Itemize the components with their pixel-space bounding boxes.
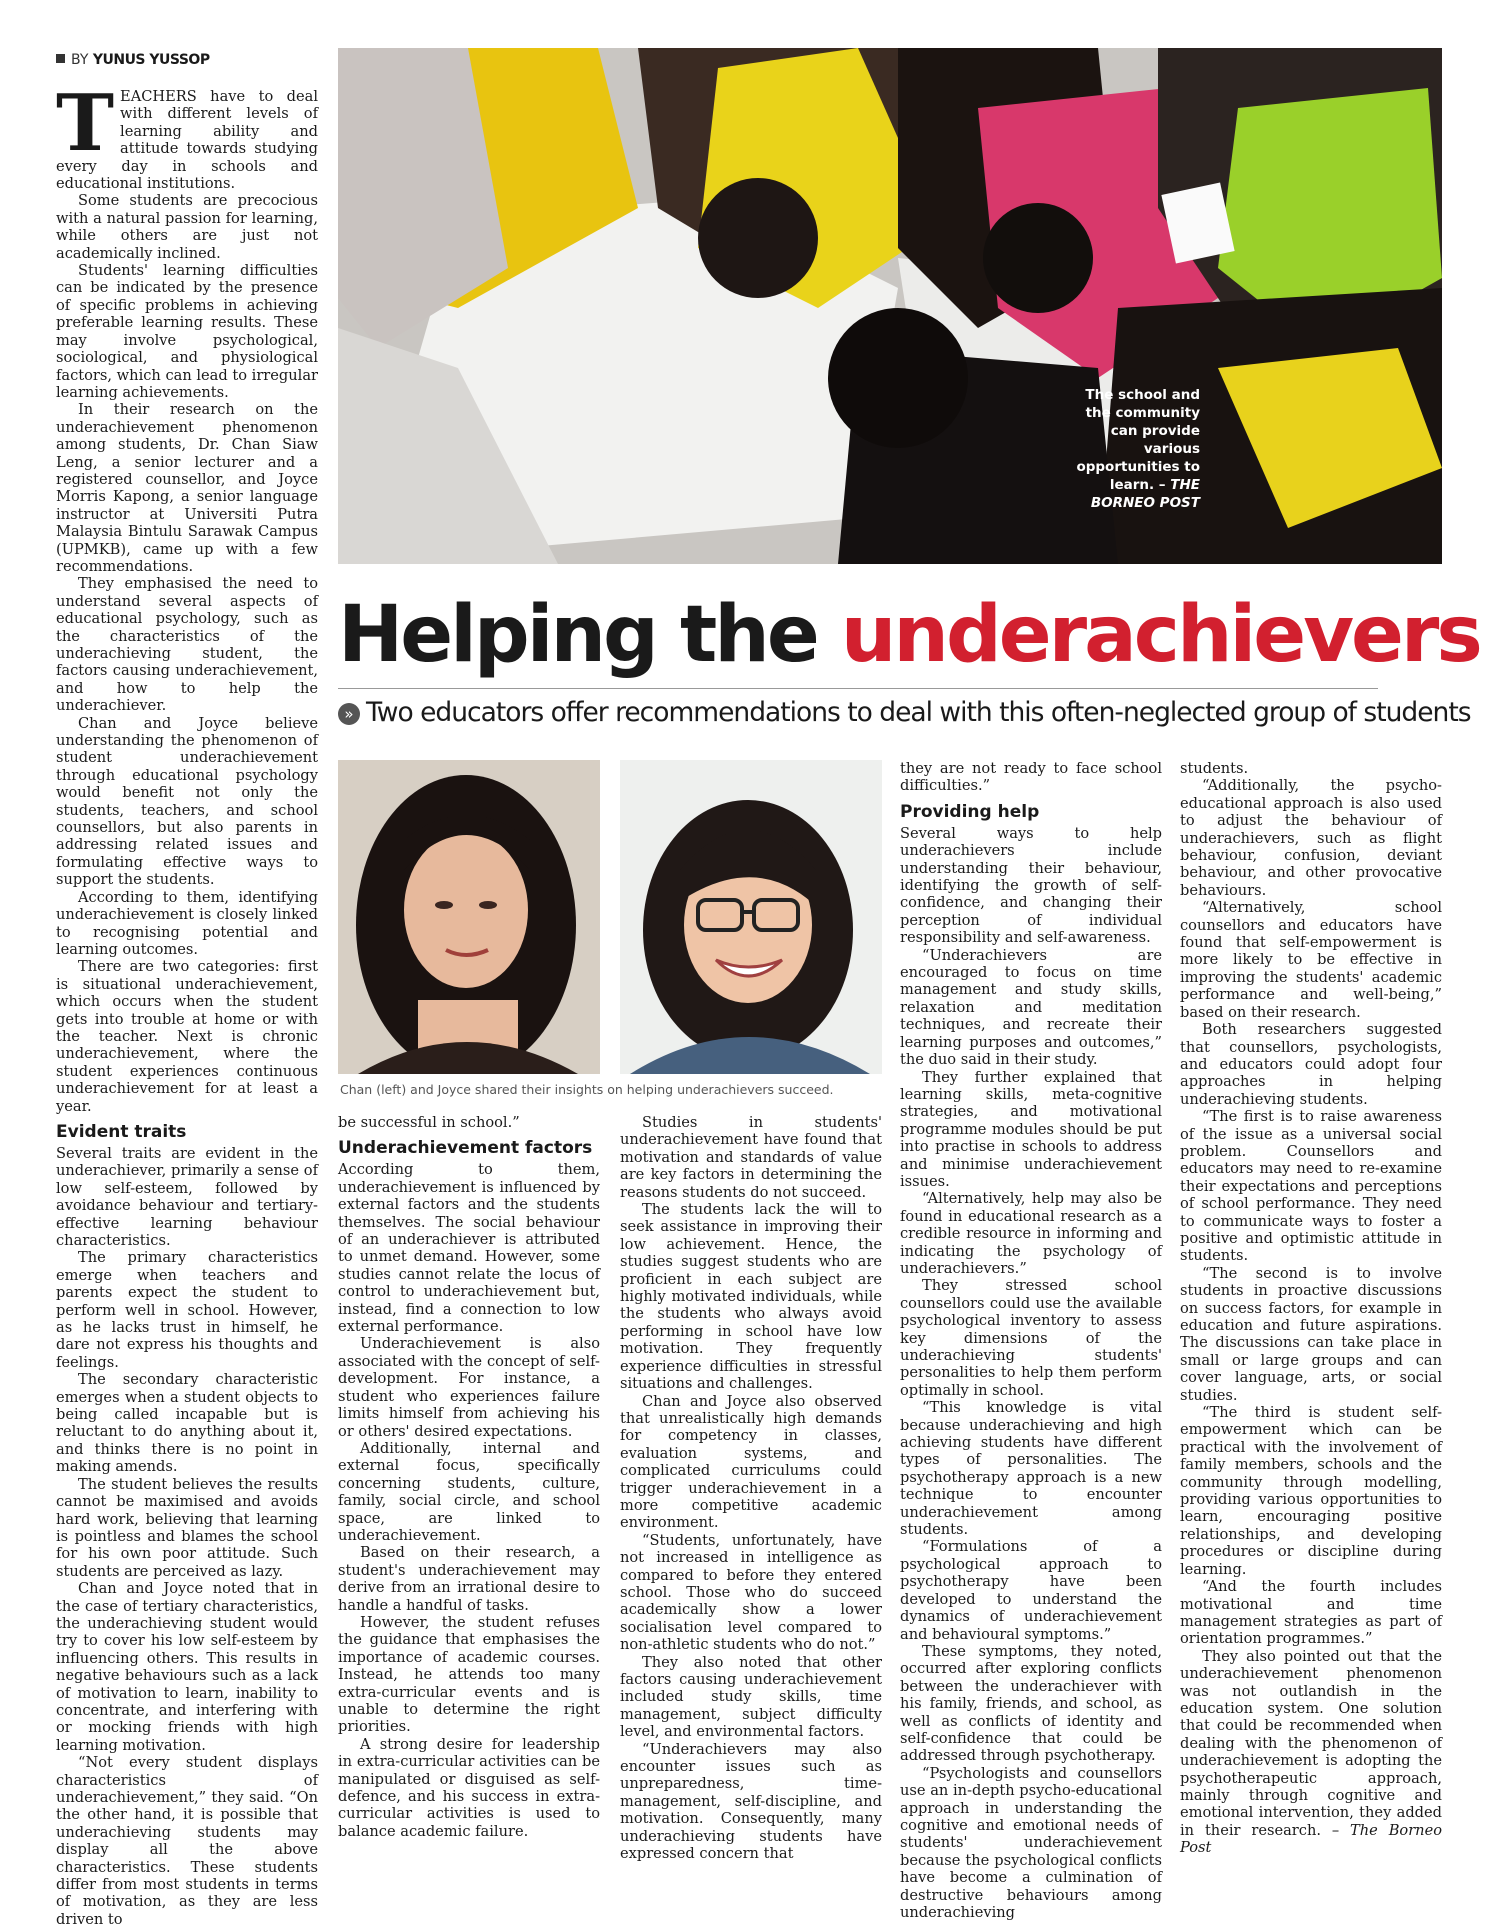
portrait-joyce-image	[620, 760, 882, 1074]
paragraph: They also noted that other factors causing underachievement included study skills, time management, subject difficulty level, and environmental factors.	[620, 1653, 882, 1741]
deck	[338, 688, 1471, 728]
paragraph: students.	[1180, 760, 1249, 777]
paragraph: There are two categories: first is situational underachievement, which occurs when the student gets into trouble at home or with the teacher. Next is chronic underachievement, where the student experiences continuous underachievement for at least a year.	[56, 958, 318, 1115]
portrait-chan-image	[338, 760, 600, 1074]
paragraph: The secondary characteristic emerges when a student objects to being called incapable but is reluctant to do anything about it, and thinks there is no point in making amends.	[56, 1371, 318, 1476]
double-chevron-icon: »	[338, 703, 360, 725]
paragraph: “This knowledge is vital because underachieving and high achieving students have different types of personalities. The psychotherapy approach is a new technique to encounter underachievement among students.	[900, 1399, 1162, 1539]
paragraph: Some students are precocious with a natural passion for learning, while others are just not academically inclined.	[56, 192, 318, 262]
headline-part1: Helping the	[338, 590, 841, 680]
paragraph: A strong desire for leadership in extra-curricular activities can be manipulated or disguised as self-defence, and his success in extra-curricular activities is used to balance academic failure.	[338, 1735, 600, 1840]
paragraph: “Underachievers may also encounter issues such as unpreparedness, time-management, self-discipline, and motivation. Consequently, many underachieving students have expressed concern that	[620, 1740, 882, 1863]
students-group-photo	[338, 48, 1442, 564]
article-credit: The Borneo Post	[1180, 1821, 1443, 1857]
headline	[338, 590, 1480, 680]
paragraph: Both researchers suggested that counsellors, psychologists, and educators could adopt four approaches in helping underachieving students.	[1180, 1021, 1442, 1108]
paragraph: “The second is to involve students in proactive discussions on success factors, for example in education and future aspirations. The discussions can take place in small or large groups and can cover language, arts, or social studies.	[1180, 1264, 1442, 1404]
portrait-joyce	[620, 760, 882, 1074]
paragraph: Additionally, internal and external focus, specifically concerning students, culture, family, social circle, and school space, are linked to underachievement.	[338, 1439, 600, 1544]
paragraph: They also pointed out that the underachievement phenomenon was not outlandish in the education system. One solution that could be recommended when dealing with the phenomenon of underachievement is adopting the psychotherapeutic approach, mainly through cognitive and emotional intervention, they added in their research. – The Borneo Post	[1180, 1647, 1443, 1857]
paragraph: The student believes the results cannot be maximised and avoids hard work, believing that learning is pointless and blames the school for his own poor attitude. Such students are perceived as lazy.	[56, 1475, 318, 1580]
paragraph: In their research on the underachievement phenomenon among students, Dr. Chan Siaw Leng, a senior lecturer and a registered counsellor, and Joyce Morris Kapong, a senior language instructor at Universiti Putra Malaysia Bintulu Sarawak Campus (UPMKB), came up with a few recommendations.	[56, 401, 318, 575]
paragraph: “And the fourth includes motivational and time management strategies as part of orientation programmes.”	[1180, 1578, 1442, 1648]
top-photo-caption-text: The school and the community can provide various opportunities to learn. –	[1076, 387, 1200, 493]
deck-text: Two educators offer recommendations to deal with this often-neglected group of students	[366, 697, 1471, 728]
paragraph: “Alternatively, school counsellors and educators have found that self-empowerment is more likely to be effective in improving the students' academic performance and well-being,” based on their research.	[1180, 899, 1442, 1021]
paragraph: “The third is student self-empowerment which can be practical with the involvement of family members, schools and the community through modelling, providing various opportunities to learn, encouraging positive relationships, and developing procedures or discipline during learning.	[1180, 1404, 1442, 1578]
paragraph: They emphasised the need to understand several aspects of educational psychology, such as the characteristics of the underachieving student, the factors causing underachievement, and how to help the underachiever.	[56, 575, 318, 715]
paragraph: They stressed school counsellors could use the available psychological inventory to assess key dimensions of the underachieving students' personalities to help them perform optimally in school.	[900, 1277, 1162, 1399]
byline-label: BY	[71, 52, 89, 68]
byline-square-icon	[56, 54, 65, 63]
paragraph: Several ways to help underachievers include understanding their behaviour, identifying the growth of self-confidence, and changing their perception of individual responsibility and self-awareness.	[900, 824, 1162, 947]
headline-part2: underachievers	[840, 590, 1480, 680]
paragraph: “Students, unfortunately, have not increased in intelligence as compared to before they entered school. Those who do succeed academically show a lower socialisation level compared to non-athletic students who do not.”	[620, 1531, 882, 1654]
paragraph: Based on their research, a student's underachievement may derive from an irrational desire to handle a handful of tasks.	[338, 1544, 600, 1614]
paragraph: “Formulations of a psychological approach to psychotherapy have been developed to understand the dynamics of underachievement and behavioural symptoms.”	[900, 1538, 1162, 1643]
paragraph: These symptoms, they noted, occurred after exploring conflicts between the underachiever with his family, friends, and school, as well as conflicts of identity and self-confidence that could be addressed through psychotherapy.	[900, 1642, 1162, 1765]
portrait-caption: Chan (left) and Joyce shared their insights on helping underachievers succeed.	[340, 1082, 834, 1097]
column-5	[1180, 760, 1442, 1857]
paragraph: However, the student refuses the guidance that emphasises the importance of academic courses. Instead, he attends too many extra-curricular events and is unable to determine the right priorities.	[338, 1613, 600, 1736]
paragraph: be successful in school.”	[338, 1114, 520, 1131]
paragraph: “Additionally, the psycho-educational approach is also used to adjust the behaviour of underachievers, such as flight behaviour, confusion, deviant behaviour, and other provocative behaviours.	[1180, 777, 1442, 899]
paragraph: They further explained that learning skills, meta-cognitive strategies, and motivational programme modules should be put into practise in schools to address and minimise underachievement issues.	[900, 1068, 1162, 1190]
byline-author: YUNUS YUSSOP	[92, 52, 210, 68]
byline	[56, 52, 210, 68]
paragraph: Chan and Joyce believe understanding the phenomenon of student underachievement through educational psychology would benefit not only the students, teachers, and school counsellors, but also parents in addressing related issues and formulating effective ways to support the students.	[56, 714, 318, 889]
portrait-chan	[338, 760, 600, 1074]
paragraph: The primary characteristics emerge when teachers and parents expect the student to perform well in school. However, as he lacks trust in himself, he dare not express his thoughts and feelings.	[56, 1249, 318, 1371]
paragraph: According to them, underachievement is influenced by external factors and the students themselves. The social behaviour of an underachiever is attributed to unmet demand. However, some studies cannot relate the locus of control to underachievement but, instead, find a connection to low external performance.	[338, 1161, 600, 1336]
subheading: Underachievement factors	[338, 1138, 593, 1159]
paragraph: Underachievement is also associated with the concept of self-development. For instance, a student who experiences failure limits himself from achieving his or others' desired expectations.	[338, 1335, 600, 1440]
paragraph: “Alternatively, help may also be found in educational research as a credible resource in informing and indicating the psychology of underachievers.”	[900, 1190, 1162, 1277]
paragraph: “Not every student displays characteristics of underachievement,” they said. “On the other hand, it is possible that underachieving students may display all the above characteristics. These students differ from most students in terms of motivation, as they are less driven to	[56, 1754, 318, 1928]
subheading: Providing help	[900, 801, 1040, 822]
paragraph: TEACHERS have to deal with different levels of learning ability and attitude towards studying every day in schools and educational institutions.	[56, 78, 318, 193]
paragraph: Several traits are evident in the underachiever, primarily a sense of low self-esteem, followed by avoidance behaviour and tertiary-effective learning behaviour characteristics.	[56, 1144, 318, 1249]
paragraph: Chan and Joyce noted that in the case of tertiary characteristics, the underachieving student would try to cover his low self-esteem by influencing others. This results in negative behaviours such as a lack of motivation to learn, inability to concentrate, and interfering with or mocking friends with high learning motivation.	[56, 1580, 318, 1754]
top-photo-caption	[1060, 386, 1200, 512]
paragraph: they are not ready to face school difficulties.”	[900, 760, 1162, 795]
column-2	[338, 1114, 600, 1840]
dropcap: T	[56, 78, 115, 169]
subheading: Evident traits	[56, 1121, 187, 1142]
top-photo	[338, 48, 1442, 564]
paragraph: Studies in students' underachievement have found that motivation and standards of value are key factors in determining the reasons students do not succeed.	[620, 1114, 882, 1201]
paragraph: The students lack the will to seek assistance in improving their low achievement. Hence, the studies suggest students who are proficient in each subject are highly motivated individuals, while the students who always avoid performing in school have low motivation. They frequently experience difficulties in stressful situations and challenges.	[620, 1201, 882, 1393]
paragraph: “Psychologists and counsellors use an in-depth psycho-educational approach in understanding the cognitive and emotional needs of students' underachievement because the psychological conflicts have become a culmination of destructive behaviours among underachieving	[900, 1764, 1162, 1921]
paragraph: “Underachievers are encouraged to focus on time management and study skills, relaxation and meditation techniques, and recreate their learning purposes and outcomes,” the duo said in their study.	[900, 946, 1162, 1069]
paragraph: According to them, identifying underachievement is closely linked to recognising potential and learning outcomes.	[56, 888, 318, 958]
paragraph: Students' learning difficulties can be indicated by the presence of specific problems in achieving preferable learning results. These may involve psychological, sociological, and physiological factors, which can lead to irregular learning achievements.	[56, 262, 318, 401]
paragraph: “The first is to raise awareness of the issue as a universal social problem. Counsellors and educators may need to re-examine their expectations and perceptions of school performance. They need to communicate ways to foster a positive and optimistic attitude in students.	[1180, 1108, 1442, 1265]
column-1	[56, 78, 318, 1928]
paragraph: Chan and Joyce also observed that unrealistically high demands for competency in classes, evaluation systems, and complicated curriculums could trigger underachievement in a more competitive academic environment.	[620, 1392, 882, 1532]
top-photo-caption-credit: THE BORNEO POST	[1090, 477, 1200, 511]
column-4	[900, 760, 1162, 1921]
column-3	[620, 1114, 882, 1862]
